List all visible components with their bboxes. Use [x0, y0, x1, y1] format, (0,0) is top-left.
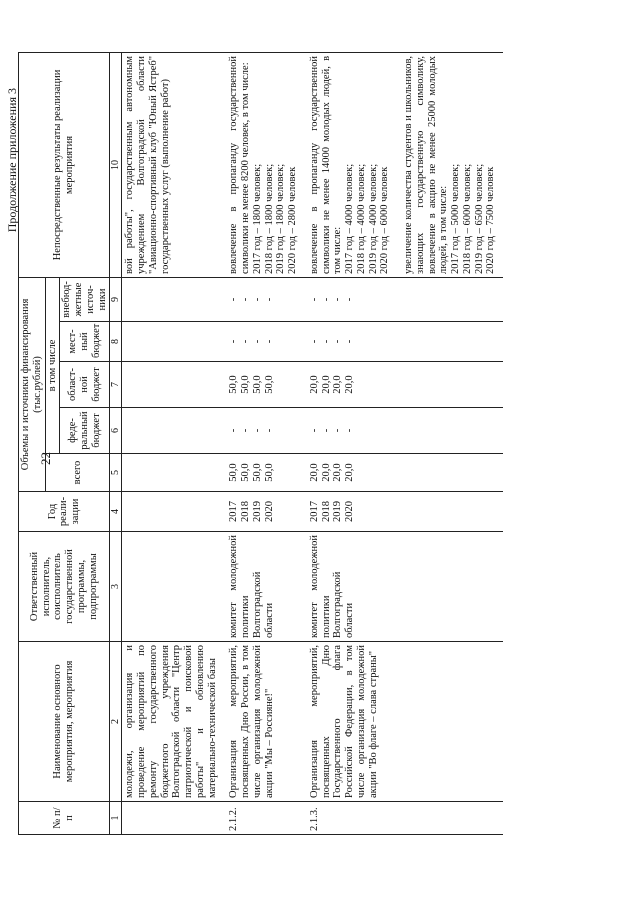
- row-extra: - - - -: [224, 277, 305, 321]
- row-name: молодежи, организация и проведение мероприятий по ремонту государственного бюджетного учреждения Волгоградской области "Центр патриотической и поисковой работы" и обновлению материально-технической базы: [122, 642, 225, 802]
- row-executor: [122, 532, 225, 642]
- page-number: 22: [38, 452, 53, 465]
- row-results: [122, 52, 225, 277]
- header-year: Год реали-зации: [19, 492, 110, 532]
- table-row: [305, 52, 503, 834]
- row-totals: 20,0 20,0 20,0 20,0: [305, 454, 503, 492]
- header-extra: внебюд-жетные источ-ники: [60, 277, 110, 321]
- header-executor: Ответственный исполнитель, соисполнитель государственной программы, подпрограммы: [19, 532, 110, 642]
- row-years: 2017 2018 2019 2020: [305, 492, 503, 532]
- row-results: [305, 52, 503, 277]
- row-name: Организация мероприятий, посвященных Дню России, в том числе организация молодежной акции "Мы – Россияне!": [224, 642, 305, 802]
- column-number: 6: [110, 408, 122, 454]
- column-number: 9: [110, 277, 122, 321]
- header-no: № п/п: [19, 802, 110, 835]
- column-number: 3: [110, 532, 122, 642]
- result-line: 2019 год – 6500 человек;: [473, 163, 485, 274]
- column-number: 2: [110, 642, 122, 802]
- row-name: Организация мероприятий, посвященных Дню Государственного флага Российской Федерации, в том числе организация молодежной акции "Во флаге – слава страны": [305, 642, 503, 802]
- header-local: мест-ный бюджет: [60, 322, 110, 362]
- result-line: 2019 год – 1800 человек;: [275, 163, 287, 274]
- row-federal: - - - -: [224, 408, 305, 454]
- column-number: 1: [110, 802, 122, 835]
- column-number: 7: [110, 362, 122, 408]
- result-line: 2017 год – 5000 человек;: [450, 163, 462, 274]
- row-no: [122, 802, 225, 835]
- header-regional: област-ной бюджет: [60, 362, 110, 408]
- result-line: увеличение количества студентов и школьников, знающих государственную символику, вовлечение в акцию не менее 25000 молодых людей, в том числе:: [403, 55, 450, 274]
- result-line: 2020 год – 2800 человек: [287, 166, 299, 274]
- column-number: 8: [110, 322, 122, 362]
- header-total: всего: [45, 454, 110, 492]
- row-local: - - - -: [224, 322, 305, 362]
- continuation-label: Продолжение приложения 3: [5, 88, 19, 233]
- column-number: 4: [110, 492, 122, 532]
- row-results: [224, 52, 305, 277]
- row-extra: - - - -: [305, 277, 503, 321]
- result-line: 2018 год – 6000 человек;: [461, 163, 473, 274]
- result-line: 2018 год – 4000 человек;: [355, 163, 367, 274]
- table-row: [122, 52, 225, 834]
- row-regional: 20,0 20,0 20,0 20,0: [305, 362, 503, 408]
- row-no: 2.1.3.: [305, 802, 503, 835]
- result-line: 2018 год – 1800 человек;: [263, 163, 275, 274]
- result-line: вой работы", государственным автономным учреждением Волгоградской области "Авиационно-спортивный клуб "Юный Ястреб" государственных услуг (выполнение работ): [124, 55, 171, 274]
- row-no: 2.1.2.: [224, 802, 305, 835]
- header-including: в том числе: [45, 277, 60, 453]
- row-local: - - - -: [305, 322, 503, 362]
- header-funding: Объемы и источники финансирования (тыс.рублей): [19, 277, 46, 491]
- header-results: Непосредственные результаты реализации мероприятия: [19, 52, 110, 277]
- row-totals: 50,0 50,0 50,0 50,0: [224, 454, 305, 492]
- result-line: вовлечение в пропаганду государственной символики не менее 14000 молодых людей, в том числе:: [308, 55, 344, 274]
- row-executor: комитет молодежной политики Волгоградской области: [305, 532, 503, 642]
- row-federal: - - - -: [305, 408, 503, 454]
- table-row: [224, 52, 305, 834]
- result-line: 2017 год – 1800 человек;: [251, 163, 263, 274]
- column-number: 5: [110, 454, 122, 492]
- result-line: вовлечение в пропаганду государственной символики не менее 8200 человек, в том числе:: [228, 55, 252, 274]
- program-table: [18, 52, 503, 835]
- row-executor: комитет молодежной политики Волгоградской области: [224, 532, 305, 642]
- header-name: Наименование основного мероприятия, мероприятия: [19, 642, 110, 802]
- column-number: 10: [110, 52, 122, 277]
- header-federal: феде-ральный бюджет: [60, 408, 110, 454]
- result-line: 2019 год – 4000 человек;: [367, 163, 379, 274]
- row-regional: 50,0 50,0 50,0 50,0: [224, 362, 305, 408]
- result-line: 2020 год – 7500 человек: [485, 166, 497, 274]
- result-line: 2017 год – 4000 человек;: [344, 163, 356, 274]
- result-line: 2020 год – 6000 человек: [379, 166, 391, 274]
- row-years: 2017 2018 2019 2020: [224, 492, 305, 532]
